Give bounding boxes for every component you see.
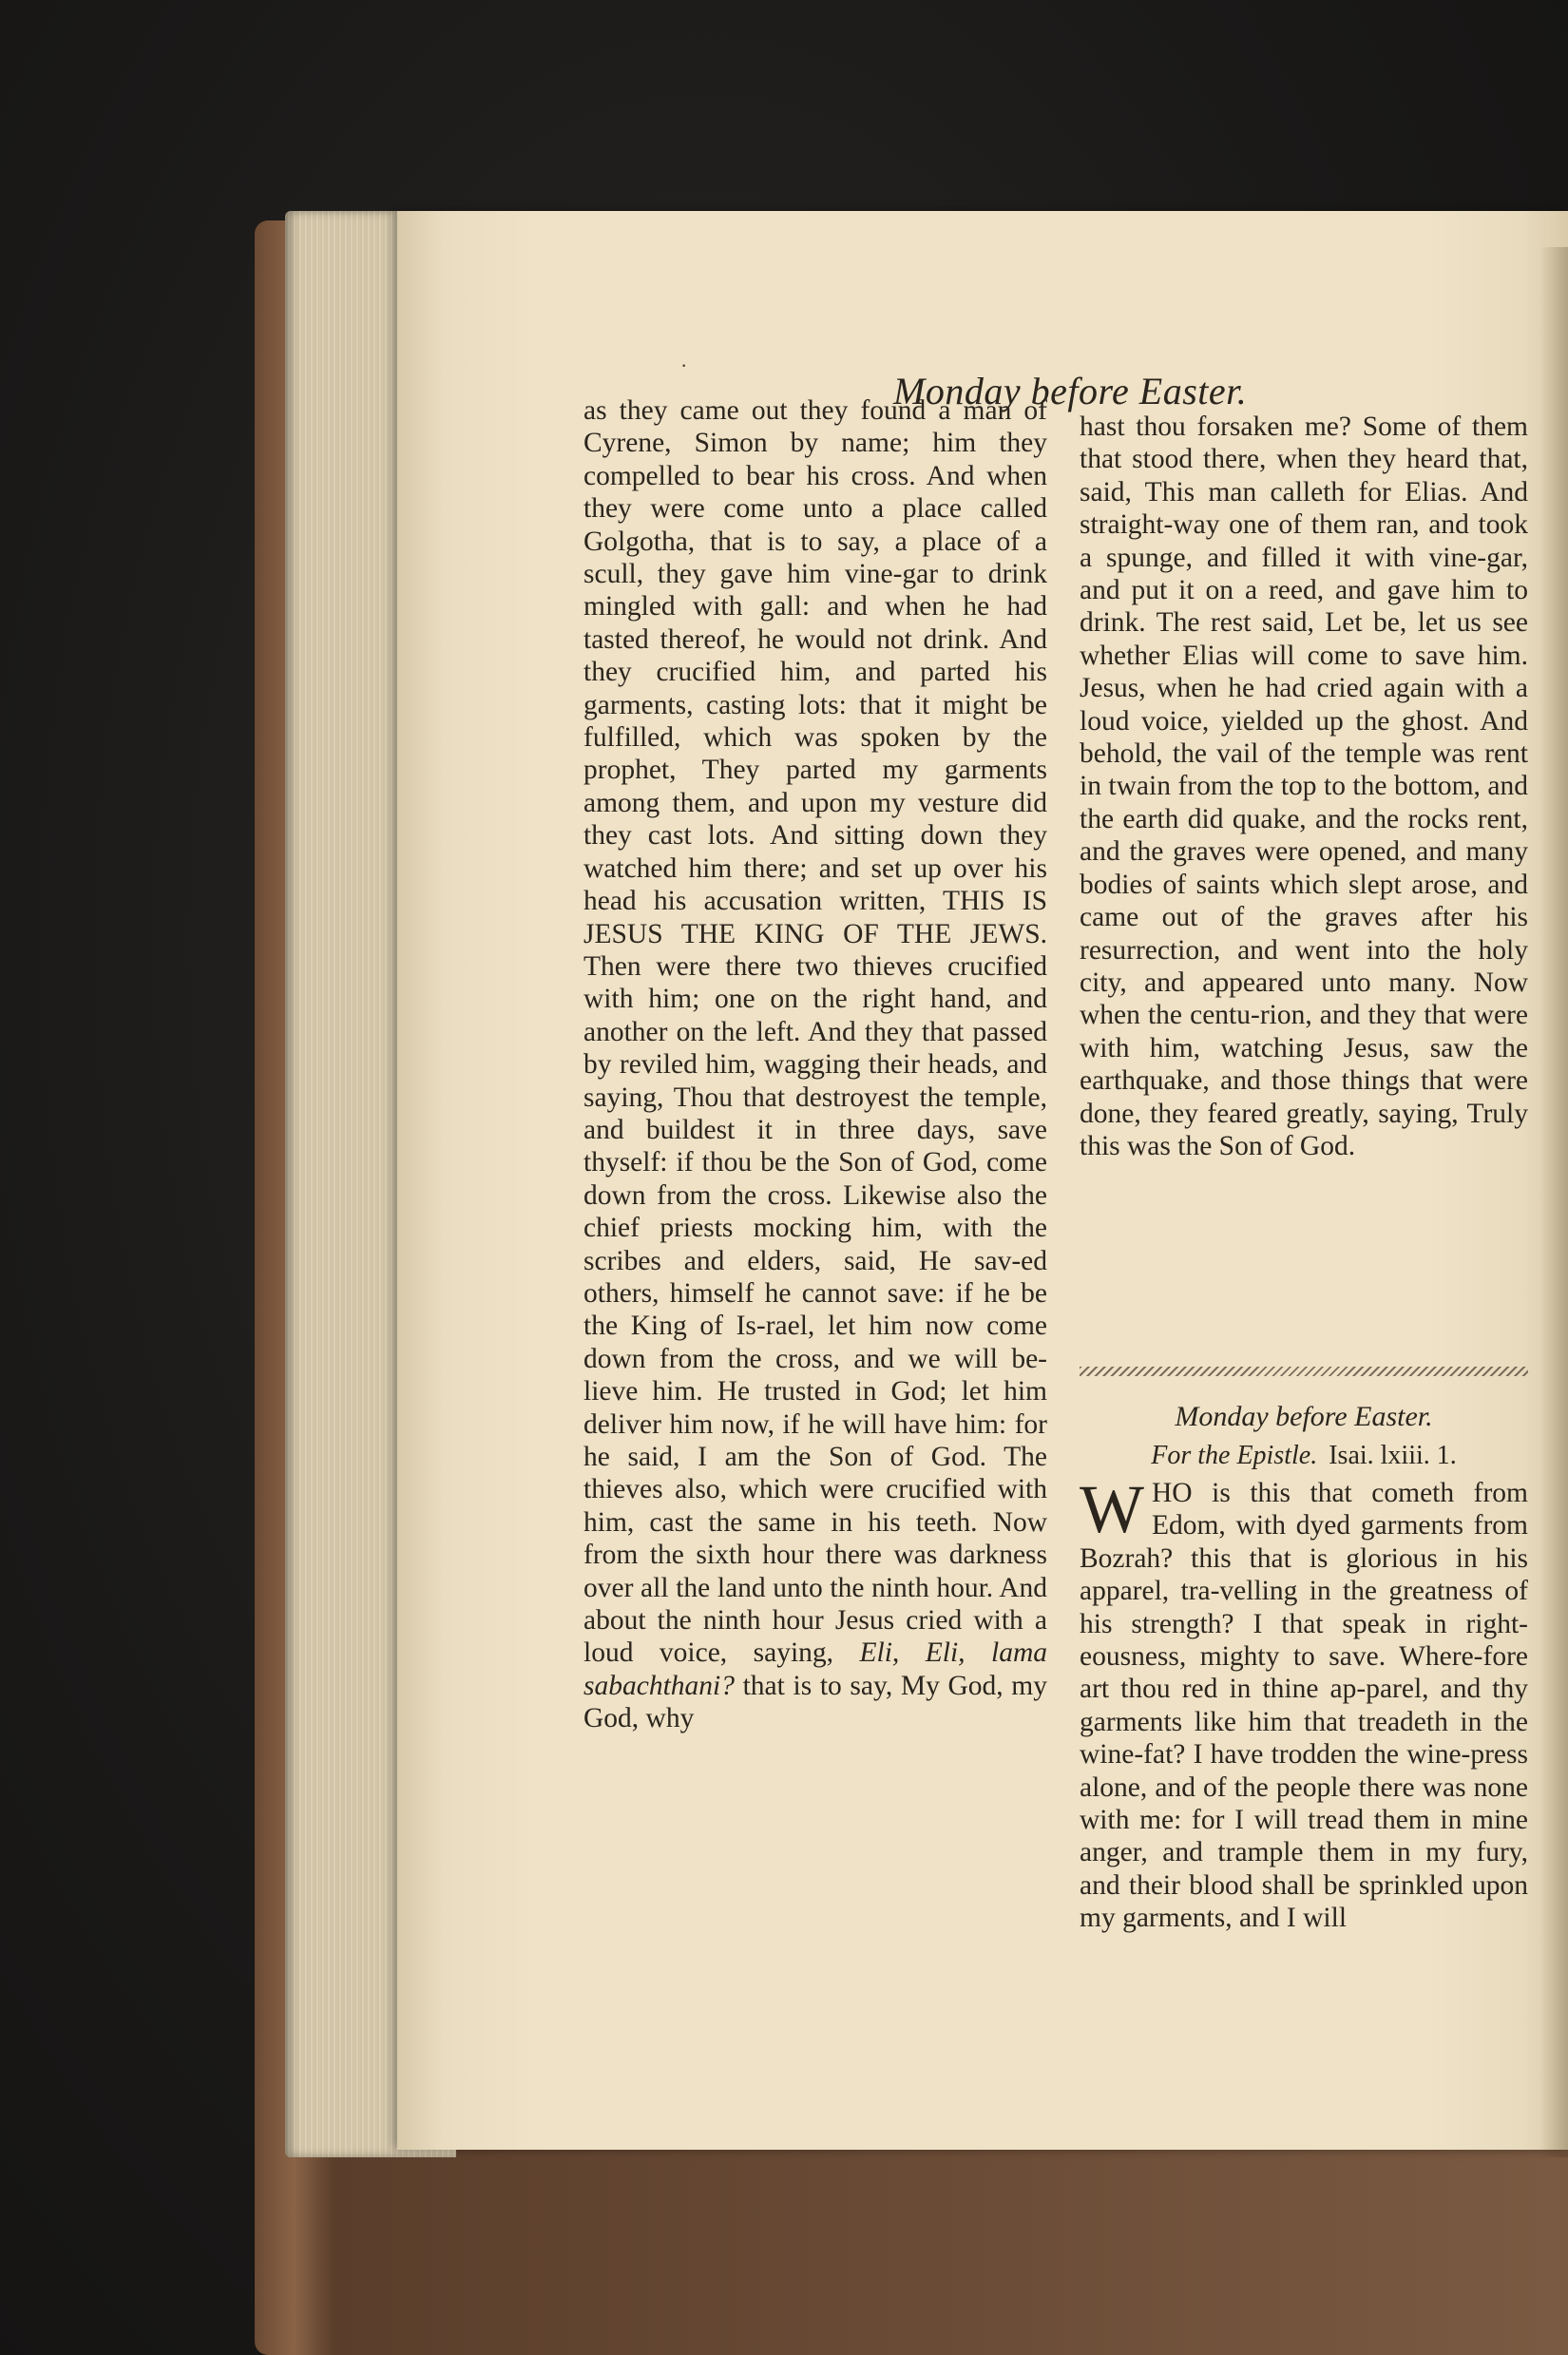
epistle-column	[1080, 1471, 1528, 1935]
gutter-shadow	[1539, 247, 1568, 2157]
right-column	[1080, 411, 1528, 1162]
left-text-a: as they came out they found a man of Cyrene, Simon by name; him they compelled to bear his cross. And when they were come unto a place called Golgotha, that is to say, a place of a scull, they gave him vine-gar to drink mingled with gall: and when he had tasted thereof, he would not drink. And they crucified him, and parted his garments, casting lots: that it might be fulfilled, which was spoken by the prophet, They parted my garments among them, and upon my vesture did they cast lots. And sitting down they watched him there; and set up over his head his accusation written,	[583, 395, 1047, 917]
right-column-paragraph: hast thou forsaken me? Some of them that stood there, when they heard that, said, This man calleth for Elias. And straight-way one of them ran, and took a spunge, and filled it with vine-gar, and put it on a reed, and gave him to drink. The rest said, Let be, let us see whether Elias will come to save him. Jesus, when he had cried again with a loud voice, yielded up the ghost. And behold, the vail of the temple was rent in twain from the top to the bottom, and the earth did quake, and the rocks rent, and the graves were opened, and many bodies of saints which slept arose, and came out of the graves after his resurrection, and went into the holy city, and appeared unto many. Now when the centu-rion, and they that were with him, watching Jesus, saw the earthquake, and those things that were done, they feared greatly, saying, Truly this was the Son of God.	[1080, 412, 1528, 1161]
drop-cap: W	[1080, 1471, 1144, 1547]
running-head: Monday before Easter.	[893, 370, 1248, 412]
header-dot: ·	[680, 354, 688, 377]
left-text-b: Then were there two thieves crucified with him; one on the right hand, and another on the left. And they that passed by reviled him, wagging their heads, and saying, Thou that destroyest the temple, and buildest it in three days, save thyself: if thou be the Son of God, come down from the cross. Likewise also the chief priests mocking him, with the scribes and elders, said, He sav-ed others, himself he cannot save: if he be the King of Is-rael, let him now come down from the cross, and we will be-lieve him. He trusted in God; let him deliver him now, if he will have him: for he said, I am the Son of God. The thieves also, which were crucified with him, cast the same in his teeth. Now from the sixth hour there was darkness over all the land unto the ninth hour. And about the ninth hour Jesus cried with a loud voice, saying,	[583, 950, 1047, 1669]
first-word-rest: HO	[1151, 1478, 1193, 1508]
epistle-paragraph	[1080, 1471, 1528, 1935]
epistle-text: is this that cometh from Edom, with dyed garments from Bozrah? this that is glorious in his apparel, tra-velling in the greatness of his strength? I that speak in right-eousness, mighty to save. Where-fore art thou red in thine ap-parel, and thy garments like him that treadeth in the wine-fat? I have trodden the wine-press alone, and of the people there was none with me: for I will tread them in mine anger, and trample them in my fury, and their blood shall be sprinkled upon my garments, and I will	[1080, 1478, 1528, 1934]
epistle-reference: Isai. lxiii. 1.	[1329, 1441, 1457, 1470]
cry-text: Eli, Eli, lama sabachthani?	[583, 1637, 1047, 1701]
epistle-reference-line	[1080, 1441, 1528, 1471]
ornamental-rule	[1080, 1367, 1528, 1376]
epistle-title: Monday before Easter.	[1175, 1401, 1433, 1432]
epistle-lead: For the Epistle.	[1151, 1441, 1318, 1470]
left-column-paragraph	[583, 394, 1047, 1735]
left-column	[583, 394, 1047, 1735]
left-text-c: that is to say, My God, my God, why	[583, 1670, 1047, 1734]
accusation-text: THIS IS JESUS THE KING OF THE JEWS.	[583, 886, 1047, 949]
